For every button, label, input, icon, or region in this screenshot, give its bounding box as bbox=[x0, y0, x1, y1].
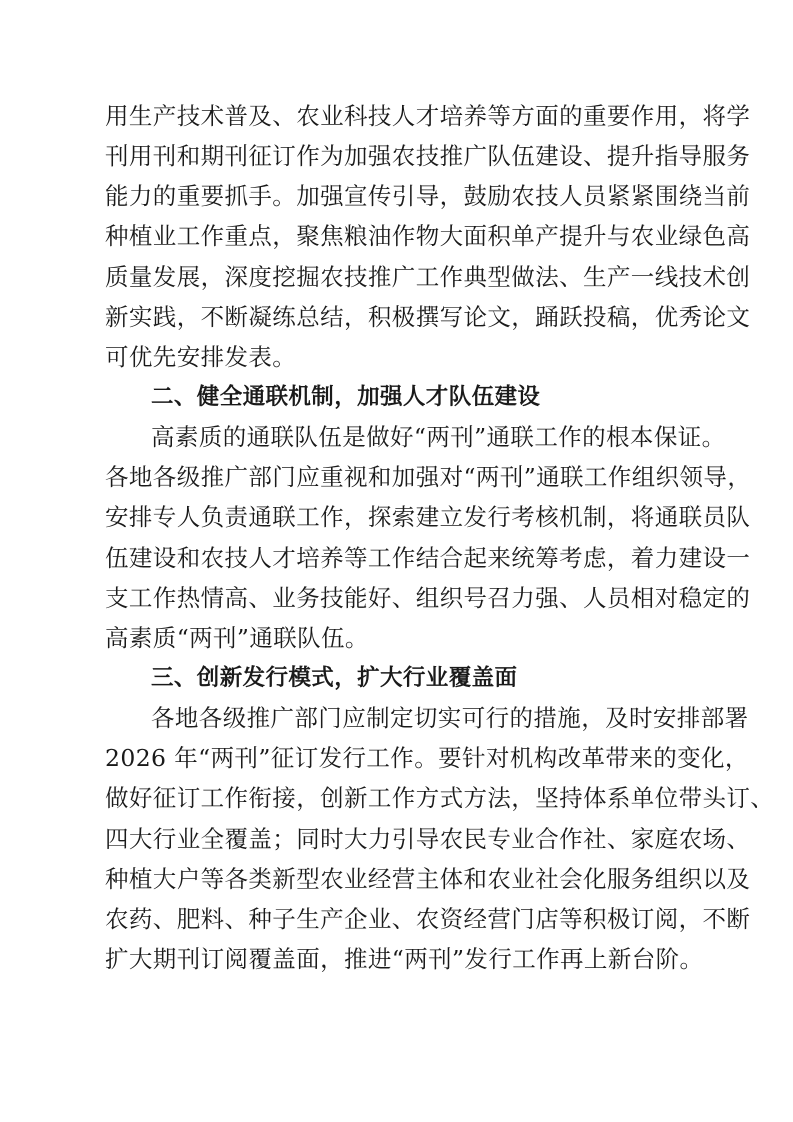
paragraph-line: 支工作热情高、业务技能好、组织号召力强、人员相对稳定的 bbox=[105, 584, 751, 612]
paragraph-line: 用生产技术普及、农业科技人才培养等方面的重要作用，将学 bbox=[105, 102, 751, 130]
paragraph-line: 四大行业全覆盖；同时大力引导农民专业合作社、家庭农场、 bbox=[105, 825, 751, 853]
paragraph-line: 做好征订工作衔接，创新工作方式方法，坚持体系单位带头订、 bbox=[105, 784, 775, 812]
paragraph-line: 可优先安排发表。 bbox=[105, 343, 297, 371]
paragraph-line: 质量发展，深度挖掘农技推广工作典型做法、生产一线技术创 bbox=[105, 263, 751, 291]
paragraph-line: 各地各级推广部门应重视和加强对“两刊”通联工作组织领导， bbox=[105, 463, 752, 491]
paragraph-line: 能力的重要抓手。加强宣传引导，鼓励农技人员紧紧围绕当前 bbox=[105, 182, 751, 210]
paragraph-line: 农药、肥料、种子生产企业、农资经营门店等积极订阅，不断 bbox=[105, 905, 751, 933]
paragraph-line: 扩大期刊订阅覆盖面，推进“两刊”发行工作再上新台阶。 bbox=[105, 945, 704, 973]
paragraph-line: 种植大户等各类新型农业经营主体和农业社会化服务组织以及 bbox=[105, 865, 751, 893]
paragraph-line: 2026 年“两刊”征订发行工作。要针对机构改革带来的变化， bbox=[105, 744, 749, 772]
paragraph-line: 刊用刊和期刊征订作为加强农技推广队伍建设、提升指导服务 bbox=[105, 142, 751, 170]
section-heading: 三、创新发行模式，扩大行业覆盖面 bbox=[151, 665, 518, 691]
paragraph-line: 各地各级推广部门应制定切实可行的措施，及时安排部署 bbox=[151, 704, 749, 732]
paragraph-line: 安排专人负责通联工作，探索建立发行考核机制，将通联员队 bbox=[105, 503, 751, 531]
paragraph-line: 高素质“两刊”通联队伍。 bbox=[105, 624, 369, 652]
paragraph-line: 种植业工作重点，聚焦粮油作物大面积单产提升与农业绿色高 bbox=[105, 222, 751, 250]
paragraph-line: 新实践，不断凝练总结，积极撰写论文，踊跃投稿，优秀论文 bbox=[105, 303, 751, 331]
section-heading: 二、健全通联机制，加强人才队伍建设 bbox=[151, 384, 541, 410]
paragraph-line: 高素质的通联队伍是做好“两刊”通联工作的根本保证。 bbox=[151, 423, 726, 451]
paragraph-line: 伍建设和农技人才培养等工作结合起来统筹考虑，着力建设一 bbox=[105, 544, 751, 572]
